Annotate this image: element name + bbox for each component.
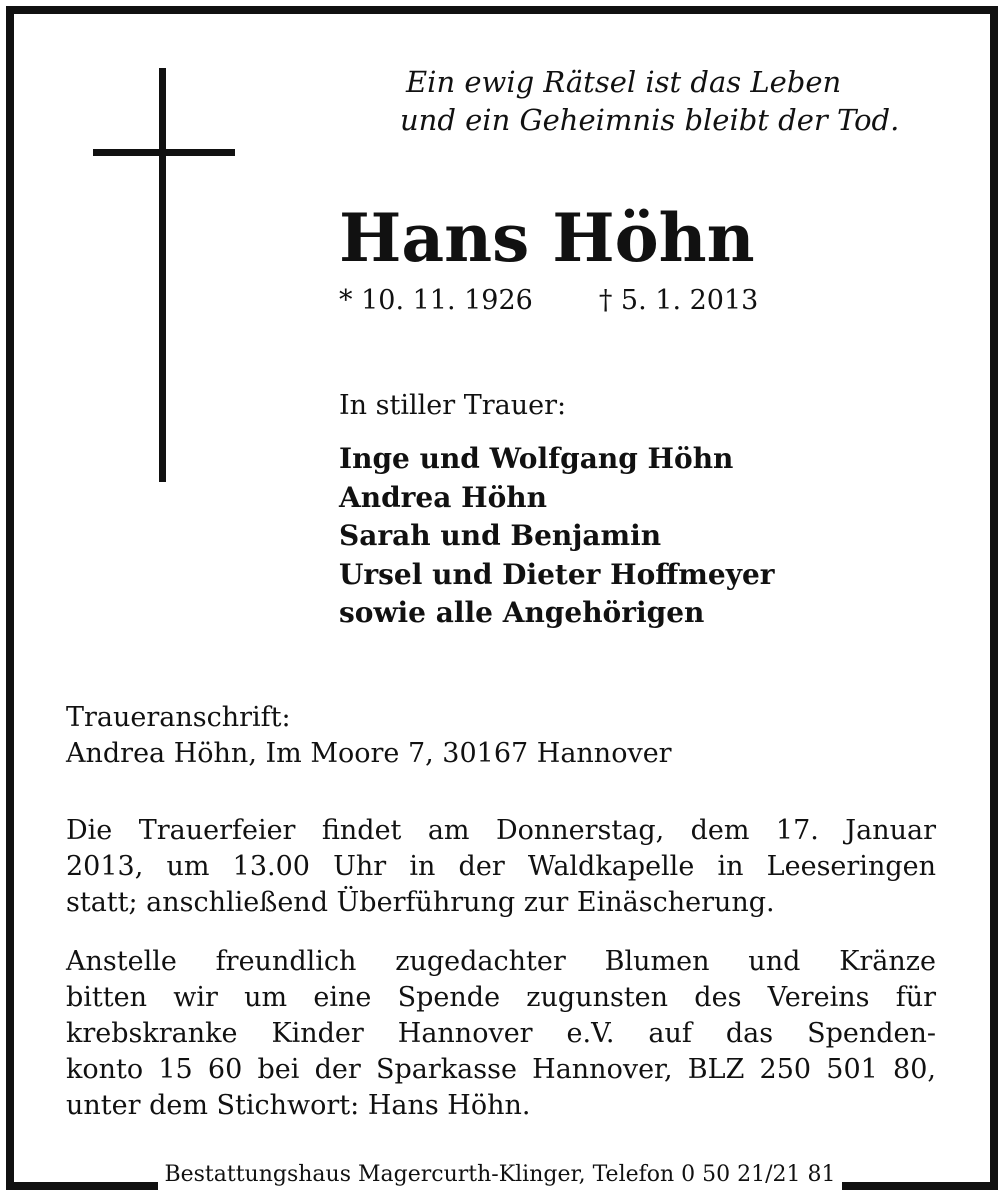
donation-notice (66, 944, 936, 1124)
address-label: Traueranschrift: (66, 702, 291, 733)
address-value: Andrea Höhn, Im Moore 7, 30167 Hannover (66, 738, 672, 769)
motto (400, 63, 960, 139)
mourner-name: Sarah und Benjamin (339, 519, 662, 552)
mourners-list (339, 440, 775, 633)
funeral-line: statt; anschließend Überführung zur Einäscherung. (66, 887, 775, 918)
funeral-home-footer (0, 1158, 1000, 1192)
deceased-name: Hans Höhn (339, 199, 755, 277)
funeral-line: Die Trauerfeier findet am Donnerstag, dem 17. Januar (66, 815, 936, 846)
mourning-heading: In stiller Trauer: (339, 390, 567, 421)
mourning-address (66, 700, 672, 772)
mourner-name: Ursel und Dieter Hoffmeyer (339, 557, 775, 591)
motto-line-2: und ein Geheimnis bleibt der Tod. (400, 103, 900, 137)
death-date: † 5. 1. 2013 (598, 285, 759, 316)
mourner-name: Inge und Wolfgang Höhn (339, 442, 734, 475)
cross-icon-bar (93, 149, 235, 156)
mourner-name: Andrea Höhn (339, 480, 547, 514)
funeral-home-text: Bestattungshaus Magercurth-Klinger, Telefon 0 50 21/21 81 (158, 1158, 841, 1192)
cross-icon (159, 68, 166, 482)
life-dates (339, 283, 758, 319)
donation-line: konto 15 60 bei der Sparkasse Hannover, BLZ 250 501 80, (66, 1054, 936, 1085)
funeral-notice (66, 813, 936, 921)
donation-line: krebskranke Kinder Hannover e.V. auf das Spenden- (66, 1018, 936, 1049)
donation-line: Anstelle freundlich zugedachter Blumen und Kränze (66, 946, 936, 977)
donation-line: unter dem Stichwort: Hans Höhn. (66, 1090, 531, 1121)
motto-line-1: Ein ewig Rätsel ist das Leben (406, 65, 842, 99)
donation-line: bitten wir um eine Spende zugunsten des Vereins für (66, 982, 936, 1013)
birth-date: * 10. 11. 1926 (339, 285, 533, 316)
mourner-name: sowie alle Angehörigen (339, 596, 705, 629)
funeral-line: 2013, um 13.00 Uhr in der Waldkapelle in Leeseringen (66, 851, 936, 882)
